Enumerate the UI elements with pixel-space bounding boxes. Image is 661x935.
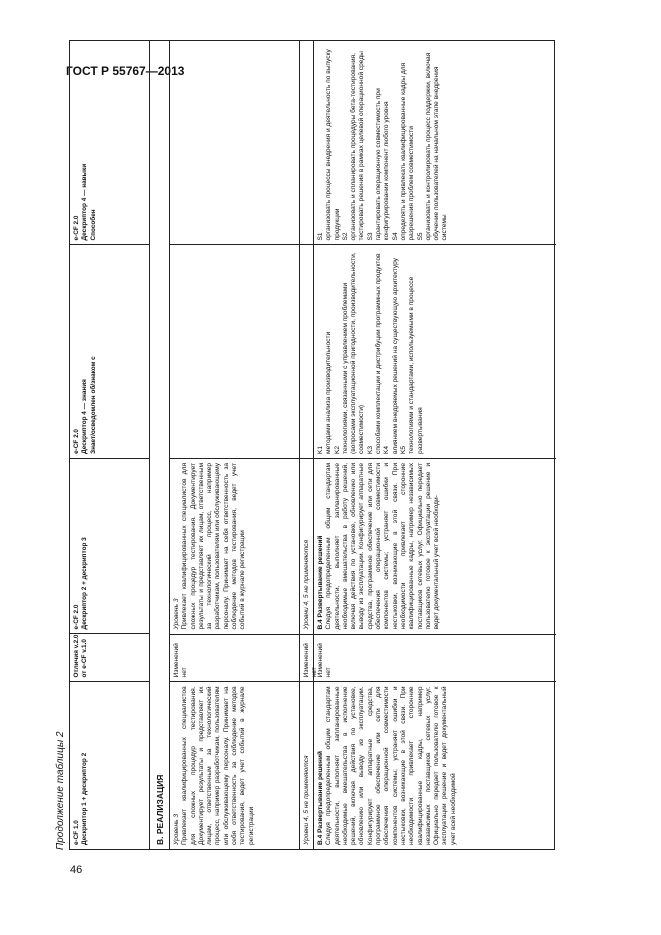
section-title: B. РЕАЛИЗАЦИЯ bbox=[150, 41, 170, 849]
cell-title: B.4 Развертывание решений bbox=[317, 535, 324, 630]
header-line: e-CF 1.0 bbox=[73, 820, 80, 845]
header-cell-skills bbox=[70, 41, 149, 244]
cell-skills bbox=[170, 41, 299, 244]
header-line: от e-CF v.1.0 bbox=[81, 639, 89, 678]
table-continuation-label: Продолжение таблицы 2 bbox=[55, 731, 66, 850]
cell-ecf1: Уровни 4, 5 не применяются bbox=[300, 681, 313, 849]
header-line: Дескриптор 2 + дескриптор 3 bbox=[81, 537, 89, 630]
cell-skills: S1 организовать процессы внедрения и деятельность по выпуску продукции S2 организовать и спланировать процедуры бета-тестирования, тестировать решения в рамках целевой операционной среды S3 гарантировать операционную совместимость при конфигурировании компонент любого уровня S4 определять и привлекать квалифицированные кадры для разрешения проблем совместимости S5 организовать и контролировать процесс поддержки, включая обучение пользователей на начальном этапе внедрения системы bbox=[317, 49, 449, 241]
header-cell-ecf2-desc23 bbox=[70, 458, 149, 634]
header-line: e-CF 2.0 bbox=[73, 604, 80, 630]
document-id: ГОСТ Р 55767—2013 bbox=[66, 64, 185, 78]
table-row bbox=[300, 41, 319, 849]
competence-table bbox=[69, 40, 555, 850]
table-row bbox=[314, 41, 556, 849]
cell-knowledge bbox=[300, 245, 313, 458]
cell-ecf2 bbox=[170, 458, 299, 634]
cell-knowledge bbox=[170, 245, 299, 458]
table-row bbox=[170, 41, 300, 849]
header-line: Дескриптор 4 — знания bbox=[81, 379, 89, 454]
cell-diff: Изменений нет bbox=[300, 634, 313, 682]
header-line: Дескриптор 1 + дескриптор 2 bbox=[81, 752, 89, 845]
header-line: Дескриптор 4 — навыки bbox=[81, 163, 89, 241]
header-line: e-CF 2.0 bbox=[73, 429, 80, 454]
cell-ecf2: Уровни 4, 5 не применяются bbox=[300, 458, 313, 634]
header-cell-diff bbox=[70, 633, 149, 681]
header-cell-ecf1 bbox=[70, 681, 149, 849]
table-header-row bbox=[70, 41, 150, 849]
cell-text: Привлекает квалифицированных специалистов для сложных процедур тестирования. Документирует результаты и представляет их лицам, ответственным за технологический процесс, например разработчикам, пользователям или обслуживающему персоналу. Принимает на себя ответственность за соблюдение методов тестирования, ведет учет событий в журнале регистрации bbox=[181, 686, 255, 845]
cell-ecf1 bbox=[170, 681, 299, 849]
header-line: Способен bbox=[89, 209, 97, 241]
cell-ecf2 bbox=[314, 458, 556, 634]
page-number: 46 bbox=[70, 864, 83, 876]
header-cell-knowledge bbox=[70, 244, 149, 457]
cell-title: B.4 Развертывание решений bbox=[317, 751, 324, 845]
cell-text: Следуя предопределенным общим стандартам деятельности, выполняет запланированные необходимые вмешательства в работу решений, включая действия по установке, обновлению или выводу из эксплуатации. Конфигурирует аппаратные средства, программное обеспечение или сети для обеспечения операционной совместимости компонентов системы; устраняет ошибки и нестыковки, возникающие в этой связи. При необходимости привлекает сторонние квалифицированные кадры, например независимых поставщиков сетевых услуг. Официально передает пользователю готовое к эксплуатации решение и ведет документальный учет всей необходи- bbox=[325, 462, 441, 630]
header-line: Знает/осведомлен об/знаком с bbox=[89, 356, 97, 454]
cell-diff: Изменений нет bbox=[170, 634, 299, 682]
cell-skills bbox=[300, 41, 313, 244]
rotated-table-area bbox=[55, 40, 555, 850]
cell-knowledge: K1 методами анализа производительности K2 технологиями, связанными с управлением проблемами (вопросами эксплуатационной пригодности, производительности, совместимости) K3 способами комплектации и дистрибуции программных продуктов K4 влиянием внедряемых решений на существующую архитектуру K5 технологиями и стандартами, используемыми в процессе развертывания bbox=[314, 245, 556, 458]
header-line: e-CF 2.0 bbox=[73, 215, 80, 241]
cell-text: Привлекает квалифицированных специалистов для сложных процедур тестирования. Документирует результаты и представляет их лицам, ответственным за технологический процесс, например разработчикам, пользователям или обслуживающему персоналу. Принимает на себя ответственность за соблюдение методов тестирования, ведет учет событий в журнале регистрации bbox=[181, 462, 247, 630]
cell-ecf1 bbox=[314, 681, 556, 849]
cell-title: Уровень 3 bbox=[173, 598, 180, 630]
header-line: Отличия v.2.0 bbox=[73, 634, 80, 678]
cell-diff: Изменений нет bbox=[314, 634, 556, 682]
cell-text: Следуя предопределенным общим стандартам деятельности, выполняет запланированные необходимые вмешательства в исполнение решений, включая действия по установке, обновлению или выводу из эксплуатации. Конфигурирует аппаратные средства, программное обеспечение или сети для обеспечения операционной совместимости компонентов системы; устраняет ошибки и нестыковки, возникающие в этой связи. При необходимости привлекает сторонние квалифицированные кадры, например независимых поставщиков сетевых услуг. Официально передает пользователю готовое к эксплуатации решение и ведет документальный учет всей необходимой bbox=[325, 686, 457, 845]
cell-title: Уровень 3 bbox=[173, 813, 180, 845]
